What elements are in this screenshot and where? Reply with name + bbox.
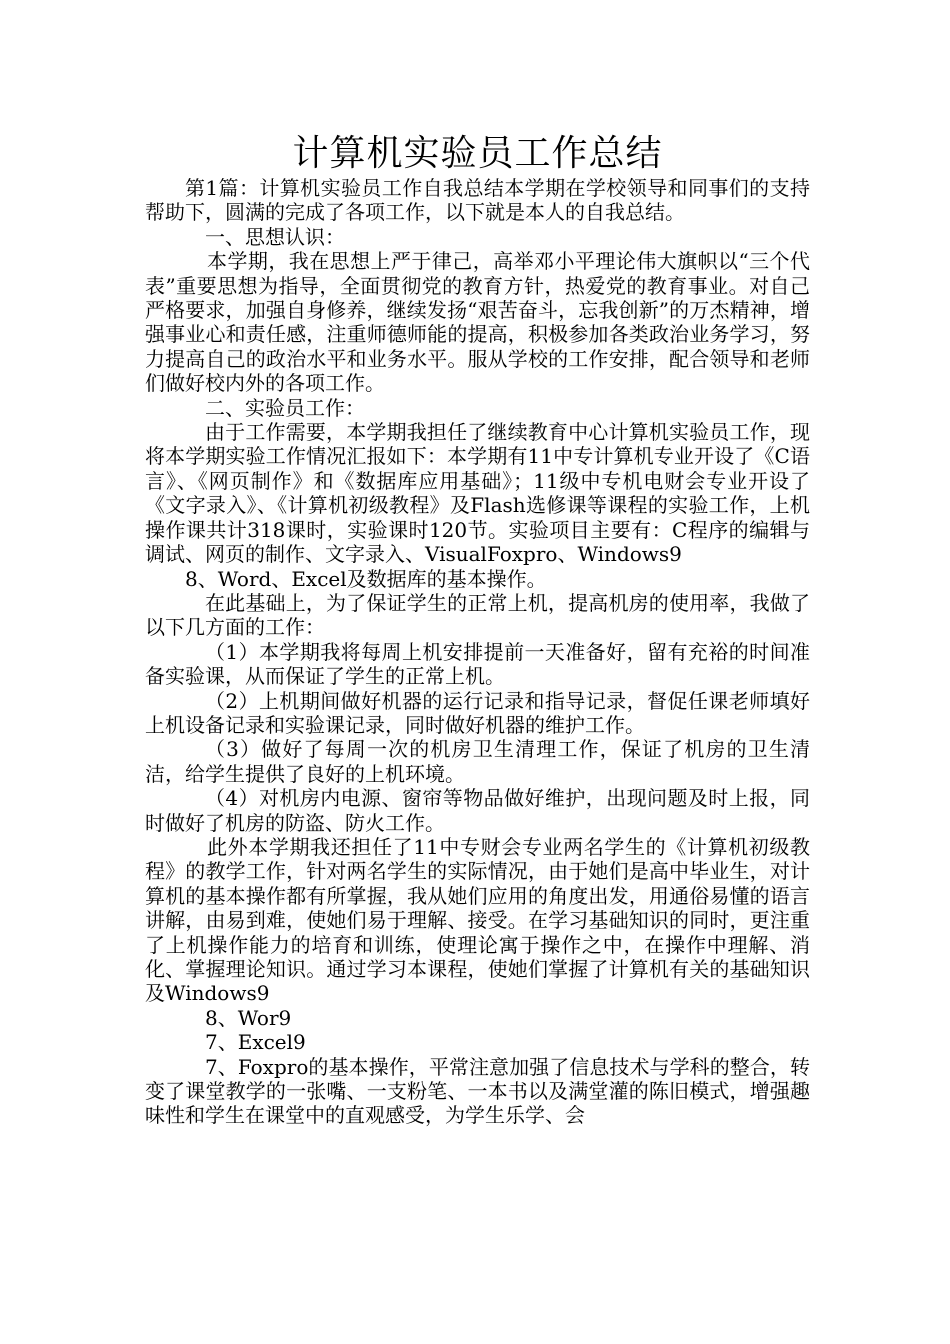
paragraph-foxpro: 7、Foxpro的基本操作，平常注意加强了信息技术与学科的整合，转变了课堂教学的一张嘴、一支粉笔、一本书以及满堂灌的陈旧模式，增强趣味性和学生在课堂中的直观感受，为学生乐学、会 (145, 1054, 810, 1128)
paragraph-lab-work: 由于工作需要，本学期我担任了继续教育中心计算机实验员工作，现将本学期实验工作情况汇报如下：本学期有11中专计算机专业开设了《C语言》、《网页制作》和《数据库应用基础》；11级中专机电财会专业开设了《文字录入》、《计算机初级教程》及Flash选修课等课程的实验工作，上机操作课共计318课时，实验课时120节。实验项目主要有：C程序的编辑与调试、网页的制作、文字录入、VisualFoxpro、Windows9 (145, 420, 810, 567)
paragraph-teaching: 此外本学期我还担任了11中专财会专业两名学生的《计算机初级教程》的教学工作，针对两名学生的实际情况，由于她们是高中毕业生，对计算机的基本操作都有所掌握，我从她们应用的角度出发，用通俗易懂的语言讲解，由易到难，使她们易于理解、接受。在学习基础知识的同时，更注重了上机操作能力的培育和训练，使理论寓于操作之中，在操作中理解、消化、掌握理论知识。通过学习本课程，使她们掌握了计算机有关的基础知识及Windows9 (145, 834, 810, 1006)
paragraph-intro: 第1篇：计算机实验员工作自我总结本学期在学校领导和同事们的支持帮助下，圆满的完成了各项工作，以下就是本人的自我总结。 (145, 176, 810, 225)
paragraph-excel: 7、Excel9 (205, 1030, 306, 1055)
paragraph-thought: 本学期，我在思想上严于律己，高举邓小平理论伟大旗帜以“三个代表”重要思想为指导，全面贯彻党的教育方针，热爱党的教育事业。对自己严格要求，加强自身修养，继续发扬“艰苦奋斗，忘我创新”的万杰精神，增强事业心和责任感，注重师德师能的提高，积极参加各类政治业务学习，努力提高自己的政治水平和业务水平。服从学校的工作安排，配合领导和老师们做好校内外的各项工作。 (145, 249, 810, 396)
list-item-2: （2）上机期间做好机器的运行记录和指导记录，督促任课老师填好上机设备记录和实验课记录，同时做好机器的维护工作。 (145, 688, 810, 737)
document-body (145, 176, 810, 1128)
document-page (145, 126, 810, 1128)
paragraph-lab-work-cont: 8、Word、Excel及数据库的基本操作。 (185, 566, 547, 591)
list-item-4: （4）对机房内电源、窗帘等物品做好维护，出现问题及时上报，同时做好了机房的防盗、防火工作。 (145, 786, 810, 835)
section-heading-thought: 一、思想认识： (205, 224, 345, 249)
document-title: 计算机实验员工作总结 (292, 133, 663, 174)
list-item-3: （3）做好了每周一次的机房卫生清理工作，保证了机房的卫生清洁，给学生提供了良好的上机环境。 (145, 737, 810, 786)
section-heading-lab-work: 二、实验员工作： (205, 395, 365, 420)
list-item-1: （1）本学期我将每周上机安排提前一天准备好，留有充裕的时间准备实验课，从而保证了学生的正常上机。 (145, 639, 810, 689)
paragraph-measures-intro: 在此基础上，为了保证学生的正常上机，提高机房的使用率，我做了以下几方面的工作： (145, 590, 810, 640)
paragraph-word: 8、Wor9 (205, 1005, 292, 1030)
